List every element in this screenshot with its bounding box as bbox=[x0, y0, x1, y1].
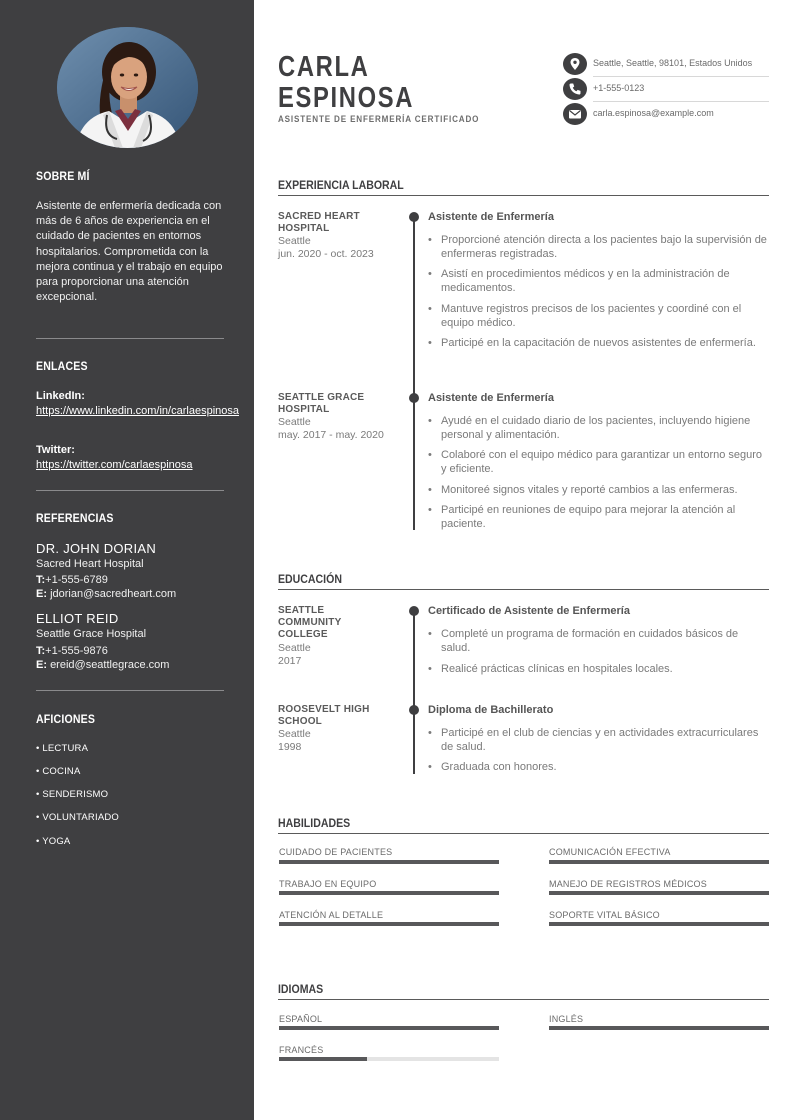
skill-bar bbox=[279, 860, 499, 864]
phone-label: T: bbox=[36, 574, 46, 586]
language-label: INGLÉS bbox=[549, 1014, 584, 1024]
hobbies-title: AFICIONES bbox=[36, 712, 96, 726]
job-role: Asistente de Enfermería bbox=[428, 392, 554, 404]
location-pin-icon bbox=[563, 53, 587, 75]
employment-dates: jun. 2020 - oct. 2023 bbox=[278, 248, 374, 260]
section-rule bbox=[278, 833, 769, 834]
employer-city: Seattle bbox=[278, 235, 311, 247]
references-title: REFERENCIAS bbox=[36, 511, 114, 525]
skill-bar bbox=[549, 922, 769, 926]
timeline-dot bbox=[409, 606, 419, 616]
email-value: ereid@seattlegrace.com bbox=[50, 659, 170, 671]
degree-title: Certificado de Asistente de Enfermería bbox=[428, 605, 630, 617]
divider bbox=[36, 690, 224, 691]
graduation-year: 1998 bbox=[278, 741, 302, 753]
divider bbox=[36, 490, 224, 491]
skill-bar-fill bbox=[279, 891, 499, 895]
school-name: SEATTLE COMMUNITY COLLEGE bbox=[278, 605, 342, 640]
hobby-item: • SENDERISMO bbox=[36, 789, 109, 800]
timeline-line bbox=[413, 608, 415, 774]
skill-bar-fill bbox=[549, 860, 769, 864]
about-text: Asistente de enfermería dedicada con más de 6 años de experiencia en el cuidado de pacientes en entornos hospitalarios. Comprometida con la mejora continua y el trabajo en equipo para proporcionar una atención excepcional. bbox=[36, 200, 223, 304]
email-label: E: bbox=[36, 588, 47, 600]
bullet-item: • Proporcioné atención directa a los pacientes bajo la supervisión de enfermeras registradas. bbox=[428, 233, 768, 261]
reference-email bbox=[36, 659, 169, 671]
skill-label: CUIDADO DE PACIENTES bbox=[279, 847, 393, 857]
twitter-link[interactable]: https://twitter.com/carlaespinosa bbox=[36, 459, 193, 471]
education-title: EDUCACIÓN bbox=[278, 572, 342, 586]
reference-name: ELLIOT REID bbox=[36, 611, 119, 626]
reference-org: Sacred Heart Hospital bbox=[36, 558, 144, 570]
bullet-item: • Completé un programa de formación en cuidados básicos de salud. bbox=[428, 627, 768, 655]
hobby-item: • COCINA bbox=[36, 766, 81, 777]
reference-org: Seattle Grace Hospital bbox=[36, 628, 147, 640]
contact-email bbox=[563, 103, 769, 127]
skill-label: SOPORTE VITAL BÁSICO bbox=[549, 910, 660, 920]
language-bar bbox=[279, 1057, 499, 1061]
reference-phone bbox=[36, 574, 108, 586]
linkedin-link[interactable]: https://www.linkedin.com/in/carlaespinosa bbox=[36, 405, 239, 417]
skills-title: HABILIDADES bbox=[278, 816, 351, 830]
bullet-item: • Participé en el club de ciencias y en actividades extracurriculares de salud. bbox=[428, 726, 768, 754]
employer-name: SACRED HEART HOSPITAL bbox=[278, 211, 360, 234]
employer-name: SEATTLE GRACE HOSPITAL bbox=[278, 392, 365, 415]
skill-label: MANEJO DE REGISTROS MÉDICOS bbox=[549, 879, 707, 889]
bullet-item: • Realicé prácticas clínicas en hospitales locales. bbox=[428, 662, 768, 676]
hobby-item: • LECTURA bbox=[36, 743, 89, 754]
email-value: jdorian@sacredheart.com bbox=[50, 588, 177, 600]
divider bbox=[36, 338, 224, 339]
section-rule bbox=[278, 589, 769, 590]
employment-dates: may. 2017 - may. 2020 bbox=[278, 429, 384, 441]
graduation-year: 2017 bbox=[278, 655, 302, 667]
language-bar bbox=[549, 1026, 769, 1030]
skill-label: ATENCIÓN AL DETALLE bbox=[279, 910, 384, 920]
envelope-icon bbox=[563, 103, 587, 125]
reference-name: DR. JOHN DORIAN bbox=[36, 541, 157, 556]
bullet-item: • Colaboré con el equipo médico para garantizar un entorno seguro y eficiente. bbox=[428, 448, 768, 476]
skill-bar-fill bbox=[549, 922, 769, 926]
phone-label: T: bbox=[36, 645, 46, 657]
section-rule bbox=[278, 999, 769, 1000]
reference-email bbox=[36, 588, 176, 600]
skill-bar bbox=[279, 922, 499, 926]
job-title: ASISTENTE DE ENFERMERÍA CERTIFICADO bbox=[278, 114, 480, 125]
twitter-label: Twitter: bbox=[36, 444, 75, 456]
profile-photo bbox=[57, 27, 198, 148]
linkedin-label: LinkedIn: bbox=[36, 390, 85, 402]
bullet-item: • Graduada con honores. bbox=[428, 760, 768, 774]
language-bar-fill bbox=[279, 1057, 367, 1061]
skill-bar bbox=[549, 891, 769, 895]
skill-bar bbox=[279, 891, 499, 895]
phone-value: +1-555-9876 bbox=[45, 645, 108, 657]
bullet-item: • Mantuve registros precisos de los pacientes y coordiné con el equipo médico. bbox=[428, 302, 768, 330]
reference-phone bbox=[36, 645, 108, 657]
employer-city: Seattle bbox=[278, 416, 311, 428]
skill-label: TRABAJO EN EQUIPO bbox=[279, 879, 377, 889]
skill-bar-fill bbox=[279, 922, 499, 926]
email-label: E: bbox=[36, 659, 47, 671]
language-label: ESPAÑOL bbox=[279, 1014, 323, 1024]
section-rule bbox=[278, 195, 769, 196]
bullet-item: • Participé en la capacitación de nuevos asistentes de enfermería. bbox=[428, 336, 768, 350]
school-name: ROOSEVELT HIGH SCHOOL bbox=[278, 704, 370, 727]
language-label: FRANCÉS bbox=[279, 1045, 324, 1055]
timeline-dot bbox=[409, 393, 419, 403]
skill-bar-fill bbox=[549, 891, 769, 895]
hobby-item: • YOGA bbox=[36, 836, 71, 847]
language-bar-fill bbox=[549, 1026, 769, 1030]
bullet-item: • Participé en reuniones de equipo para mejorar la atención al paciente. bbox=[428, 503, 768, 531]
timeline-dot bbox=[409, 705, 419, 715]
experience-title: EXPERIENCIA LABORAL bbox=[278, 178, 404, 192]
portrait-image bbox=[57, 27, 198, 148]
job-role: Asistente de Enfermería bbox=[428, 211, 554, 223]
links-title: ENLACES bbox=[36, 359, 88, 373]
divider bbox=[593, 101, 769, 102]
skill-label: COMUNICACIÓN EFECTIVA bbox=[549, 847, 671, 857]
skill-bar-fill bbox=[279, 860, 499, 864]
about-title: SOBRE MÍ bbox=[36, 169, 90, 183]
language-bar-fill bbox=[279, 1026, 499, 1030]
first-name: CARLA bbox=[278, 51, 370, 83]
degree-title: Diploma de Bachillerato bbox=[428, 704, 554, 716]
timeline-dot bbox=[409, 212, 419, 222]
sidebar bbox=[0, 0, 254, 1120]
school-city: Seattle bbox=[278, 642, 311, 654]
school-city: Seattle bbox=[278, 728, 311, 740]
contact-phone bbox=[563, 78, 769, 102]
divider bbox=[593, 76, 769, 77]
timeline-line bbox=[413, 214, 415, 530]
hobby-item: • VOLUNTARIADO bbox=[36, 812, 120, 823]
languages-title: IDIOMAS bbox=[278, 982, 324, 996]
skill-bar bbox=[549, 860, 769, 864]
phone-value: +1-555-6789 bbox=[45, 574, 108, 586]
bullet-item: • Ayudé en el cuidado diario de los pacientes, incluyendo higiene personal y alimentación. bbox=[428, 414, 768, 442]
contact-address bbox=[563, 53, 769, 77]
phone-text: +1-555-0123 bbox=[593, 83, 645, 93]
phone-icon bbox=[563, 78, 587, 100]
last-name: ESPINOSA bbox=[278, 82, 415, 114]
address-text: Seattle, Seattle, 98101, Estados Unidos bbox=[593, 58, 753, 68]
bullet-item: • Asistí en procedimientos médicos y en la administración de medicamentos. bbox=[428, 267, 768, 295]
email-text: carla.espinosa@example.com bbox=[593, 108, 714, 118]
bullet-item: • Monitoreé signos vitales y reporté cambios a las enfermeras. bbox=[428, 483, 768, 497]
language-bar bbox=[279, 1026, 499, 1030]
